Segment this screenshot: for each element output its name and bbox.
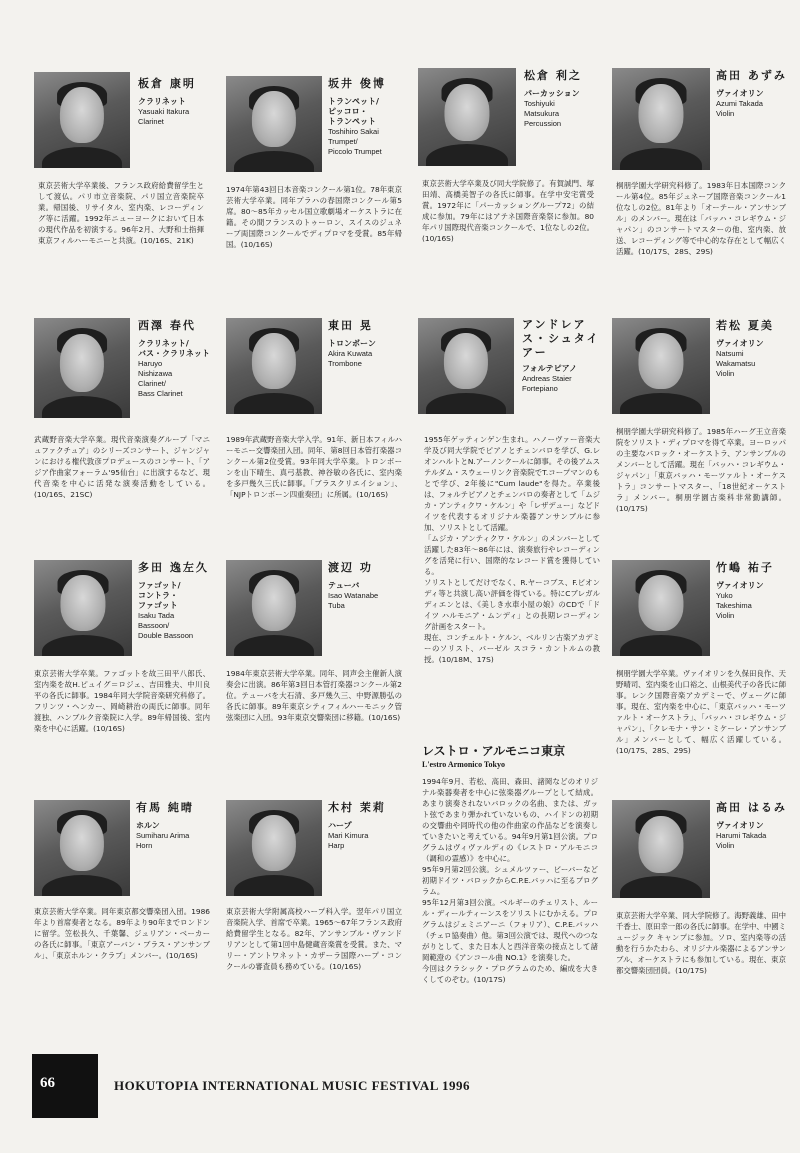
performer-photo <box>418 68 516 166</box>
ensemble-roman: L'estro Armonico Tokyo <box>422 760 505 769</box>
performer-name: アンドレアス・シュタイアー <box>522 318 600 359</box>
performer-bio: 1989年武蔵野音楽大学入学。91年、新日本フィルハーモニー交響楽団入団。同年、第8回日本管打楽器コンクール第2位受賞。93年同大学卒業。トロンボーンを山下晴生、真弓基教、神谷敏の各氏に、室内楽を多戸幾久三氏に師事。「ブラスクリエイション」、「NJPトロンボーン四重奏団」に所属。(10/16S) <box>226 435 402 499</box>
performer-roman: Yasuaki Itakura Clarinet <box>138 107 190 126</box>
performer-photo <box>34 800 130 896</box>
performer-role: フォルテピアノ <box>522 364 577 373</box>
performer-roman: Akira Kuwata Trombone <box>328 349 373 368</box>
performer-name: 有馬 純晴 <box>136 801 194 814</box>
performer-name: 高田 はるみ <box>716 801 787 814</box>
performer-bio: 東京芸術大学卒業。ファゴットを故三田平八郎氏、室内楽を故H.ピュイグ＝ロジェ、吉田雅夫、中川良平の各氏に師事。1984年同大学院音楽研究科修了。フリンツ・ヘンカー、岡崎耕治の両氏に師事。同年渡独、ハンブルク音楽院に入学。89年帰国後、室内楽を中心に活躍。(10/16S) <box>34 669 210 733</box>
ensemble-name: レストロ・アルモニコ東京 <box>422 744 566 758</box>
performer-roman: Isao Watanabe Tuba <box>328 591 379 610</box>
performer-roman: Azumi Takada Violin <box>716 99 763 118</box>
performer-photo <box>34 318 130 418</box>
performer-roman: Harumi Takada Violin <box>716 831 767 850</box>
performer-name: 渡辺 功 <box>328 561 373 574</box>
performer-bio: 東京芸術大学卒業。同年東京都交響楽団入団。1986年より首席奏者となる。89年より90年までロンドンに留学。笠松長久、千葉馨、ジュリアン・ベーカーの各氏に師事。「東京アーバン・ブラス・アンサンブル」、「東京ホルン・クラブ」メンバー。(10/16S) <box>34 907 210 960</box>
performer-name: 東田 晃 <box>328 319 373 332</box>
performer-role: トランペット/ ピッコロ・ トランペット <box>328 97 379 126</box>
performer-role: ヴァイオリン <box>716 89 764 98</box>
performer-role: パーカッション <box>524 89 580 98</box>
performer-bio: 東京芸術大学附属高校ハープ科入学。翌年パリ国立音楽院入学、首席で卒業。1965〜67年フランス政府給費留学生となる。82年、アンサンブル・ヴァンドリアンとして第1回中島健蔵音楽賞を受賞。また、マリー・アントワネット・カザーラ国際ハープ・コンクールの審査員も務めている。(10/16S) <box>226 907 402 971</box>
performer-photo <box>612 560 710 656</box>
performer-name: 木村 茉莉 <box>328 801 386 814</box>
performer-roman: Andreas Staier Fortepiano <box>522 374 572 393</box>
performer-role: クラリネット/ バス・クラリネット <box>138 339 210 358</box>
performer-bio: 東京芸術大学卒業後、フランス政府給費留学生として渡仏。パリ市立音楽院、パリ国立音楽院卒業。帰国後、リサイタル、室内楽、レコーディング等に活躍。1992年ニューヨークにおいて日本の現代作品を初演する。96年2月、大野和士指揮東京フィルハーモニーと共演。(10/16S、21K) <box>38 181 204 245</box>
performer-role: ハープ <box>328 821 352 830</box>
performer-bio: 東京芸術大学卒業及び同大学院修了。有賀誠門、塚田靖、高橋美智子の各氏に師事。在学中安宅賞受賞。1972年に「パーカッショングループ72」の結成に参加。79年にはアテネ国際音楽祭に参加。80年パリ国際現代音楽コンクールで、1位なしの2位。(10/16S) <box>422 179 594 243</box>
performer-role: ヴァイオリン <box>716 821 764 830</box>
performer-bio: 桐朋学園大学研究科修了。1983年日本国際コンクール第4位。85年ジュネーブ国際音楽コンクール1位なしの2位。81年より「オーテール・アンサンブル」のメンバー。現在は「バッハ・コレギウム・ジャパン」のコンサートマスターの他、室内楽、放送、レコーディング等で中心的な存在として幅広く活躍。(10/17S、28S、29S) <box>616 181 786 256</box>
performer-role: ヴァイオリン <box>716 339 764 348</box>
performer-bio: 桐朋学園大学卒業。ヴァイオリンを久保田良作、天野晴司、室内楽を山口裕之、山根美代子の各氏に師事。レンク国際音楽アカデミーで、ヴェーグに師事。現在、室内楽を中心に、「東京バッハ・モーツァルト・オーケストラ」、「バッハ・コレギウム・ジャパン」、「クレモナ・サン・ミケーレ・アンサンブル」メンバーとして、幅広く活躍している。(10/17S、28S、29S) <box>616 669 786 755</box>
performer-bio: 1984年東京芸術大学卒業。同年、同声会主催新人演奏会に出演。86年第3回日本管打楽器コンクール第2位。テューバを大石清、多戸幾久三、中野源勝弘の各氏に師事。89年東京シティフィルハーモニック管弦楽団に入団。93年東京交響楽団に移籍。(10/16S) <box>226 669 402 722</box>
performer-bio: 東京芸術大学卒業、同大学院修了。海野義雄、田中千香士、原田幸一郎の各氏に師事。在学中、中國ミュージック キャンプに参加。ソロ、室内楽等の活動を行うかたわら、オリジナル楽器によるアンサンブル、オーケストラにも参加している。現在、東京都交響楽団団員。(10/17S) <box>616 911 786 975</box>
performer-photo <box>612 318 710 414</box>
performer-roman: Toshiyuki Matsukura Percussion <box>524 99 562 128</box>
performer-role: トロンボーン <box>328 339 376 348</box>
performer-name: 板倉 康明 <box>138 77 196 90</box>
performer-photo <box>226 800 322 896</box>
performer-bio: 武蔵野音楽大学卒業。現代音楽演奏グループ「マニュファクチュア」のシリーズコンサート、ジャンジャンにおける権代敦彦プロデュースのコンサート、「アジア作曲家フォーラム'95仙台」に出演するなど、現代音楽を中心に活発な演奏活動をしている。(10/16S、21SC) <box>34 435 210 499</box>
performer-name: 若松 夏美 <box>716 319 774 332</box>
page-number: 66 <box>40 1075 55 1091</box>
performer-name: 多田 逸左久 <box>138 561 209 574</box>
performer-photo <box>226 76 322 172</box>
performer-roman: Natsumi Wakamatsu Violin <box>716 349 756 378</box>
performer-photo <box>34 72 130 168</box>
performer-name: 高田 あずみ <box>716 69 787 82</box>
performer-name: 竹嶋 祐子 <box>716 561 774 574</box>
performer-photo <box>418 318 514 414</box>
performer-roman: Isaku Tada Bassoon/ Double Bassoon <box>138 611 194 640</box>
performer-photo <box>226 560 322 656</box>
performer-photo <box>612 68 710 170</box>
performer-roman: Sumiharu Arima Horn <box>136 831 190 850</box>
performer-bio: 1974年第43回日本音楽コンクール第1位。78年東京芸術大学卒業。同年プラハの春国際コンクール第5席。80〜85年カッセル国立歌劇場オーケストラに在籍。その間フランスのトゥーロン、スイスのジュネーブ両国際コンクールでディプロマを受賞。85年帰国。(10/16S) <box>226 185 402 249</box>
performer-role: ファゴット/ コントラ・ ファゴット <box>138 581 181 610</box>
performer-name: 松倉 利之 <box>524 69 582 82</box>
festival-title: HOKUTOPIA INTERNATIONAL MUSIC FESTIVAL 1996 <box>114 1078 470 1093</box>
performer-photo <box>226 318 322 414</box>
performer-bio: 1955年ゲッティンゲン生まれ。ハノーヴァー音楽大学及び同大学院でピアノとチェンバロを学び、G.レオンハルトとN.アーノンクールに師事。その後アムステルダム・スウェーリンク音楽院でT.コープマンのもとで学び、2年後に"Cum laude"を得た。卒業後は、フォルテピアノとチェンバロの奏者として「ムジカ・アンティクワ・ケルン」や「レザデュー」などドイツを代表するオリジナル楽器アンサンブルに参加、ソリストとして活躍。 「ムジカ・アンティクワ・ケルン」のメンバーとして活躍した83年〜86年には、演奏旅行やレコーディングを活発に行い、国際的なレコード賞を獲得している。 ソリストとしてだけでなく、R.ヤーコブス、F.ビオンディ等と共演し高い評価を得ている。特にCブレガルディエンとは、《美しき水車小屋の娘》のCDで「ドイツ ハルモニア・ムンディ」との長期レコーディング計画をスタート。 現在、コンチェルト・ケルン、ベルリン古楽アカデミーのソリスト、バーゼル スコラ・カントルムの教授。(10/18M、17S) <box>424 435 600 664</box>
performer-photo <box>34 560 132 656</box>
performer-name: 西澤 春代 <box>138 319 196 332</box>
performer-roman: Haruyo Nishizawa Clarinet/ Bass Clarinet <box>138 359 183 398</box>
performer-role: ヴァイオリン <box>716 581 764 590</box>
performer-photo <box>612 800 710 898</box>
performer-roman: Yuko Takeshima Violin <box>716 591 752 620</box>
performer-role: テューバ <box>328 581 360 590</box>
performer-bio: 桐朋学園大学研究科修了。1985年ハーグ王立音楽院をソリスト・ディプロマを得て卒業。ヨーロッパの主要なバロック・オーケストラ、アンサンブルのメンバーとして活躍。現在「バッハ・コレギウム・ジャパン」「東京バッハ・モーツァルト・オーケストラ」コンサートマスター、「18世紀オーケストラ」メンバー。桐朋学園古楽科非常勤講師。(10/17S) <box>616 427 786 513</box>
performer-roman: Mari Kimura Harp <box>328 831 369 850</box>
performer-name: 坂井 俊博 <box>328 77 386 90</box>
performer-role: ホルン <box>136 821 160 830</box>
ensemble-bio: 1994年9月、若松、高田、森田、諸岡などのオリジナル楽器奏者を中心に弦楽器グループとして結成。あまり演奏されないバロックの名曲、または、ガット弦であまり弾かれていないもの、ハイドンの初期の交響曲や同時代の他の作曲家の作品などを演奏していきたいと考えている。94年9月第1回公演。プログラムはヴィヴァルディの《レストロ・アルモニコ（調和の霊感）》を中心に。 95年9月第2回公演。シュメルツァー、ビーバーなど初期ドイツ・バロックからC.P.E.バッハに至るプログラム。 95年12月第3回公演。ベルギーのチェリスト、ルール・ディールティーンスをソリストにむかえる。プログラムはジェミニアーニ（フォリア）、C.P.E.バッハ（チェロ協奏曲）他。第3回公演では、現代へのつながりとして、また日本人と西洋音楽の接点として諸岡範澄の《アンコール曲 NO.1》を演奏した。 今回はクラシック・プログラムのため、編成を大きくしてのぞむ。(10/17S) <box>422 777 598 984</box>
performer-roman: Toshihiro Sakai Trumpet/ Piccolo Trumpet <box>328 127 382 156</box>
performer-role: クラリネット <box>138 97 186 106</box>
